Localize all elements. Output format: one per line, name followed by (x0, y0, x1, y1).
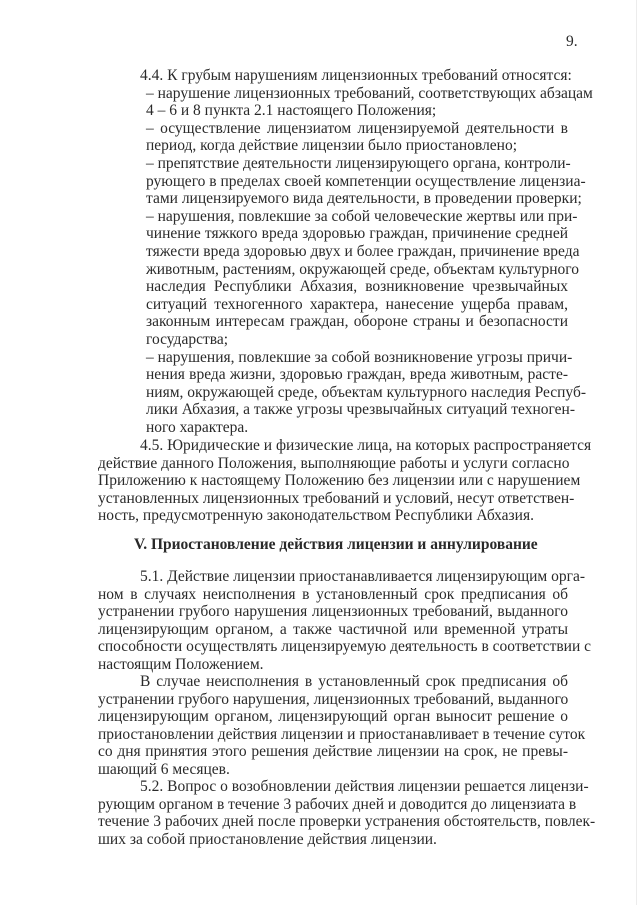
clause-5-1-line: способности осуществлять лицензируемую деятельность в соответствии с (98, 638, 592, 656)
clause-4-4-line: 4 – 6 и 8 пункта 2.1 настоящего Положения; (146, 102, 437, 120)
clause-4-4-line: тяжести вреда здоровью двух и более граждан, причинение вреда (146, 243, 580, 260)
clause-5-2-line: ших за собой приостановление действия лицензии. (98, 830, 437, 848)
clause-5-1-paragraph-line: шающий 6 месяцев. (98, 761, 230, 778)
clause-4-4-line: наследия Республики Абхазия, возникновение чрезвычайных (146, 278, 568, 296)
page-number: 9. (566, 33, 578, 50)
clause-4-4-line: законным интересам граждан, обороне страны и безопасности (146, 313, 568, 331)
clause-5-1-line: 5.1. Действие лицензии приостанавливается лицензирующим орга- (140, 568, 586, 585)
clause-4-4-line: рующего в пределах своей компетенции осуществление лицензиа- (146, 172, 586, 190)
clause-4-5-line: 4.5. Юридические и физические лица, на которых распространяется (140, 437, 592, 454)
clause-4-4-line: нения вреда жизни, здоровью граждан, вреда животным, расте- (146, 366, 568, 384)
clause-4-5-line: действие данного Положения, выполняющие работы и услуги согласно (98, 454, 570, 472)
clause-4-4-line: период, когда действие лицензии было приостановлено; (146, 137, 518, 155)
clause-4-4-line: 4.4. К грубым нарушениям лицензионных требований относятся: (140, 67, 572, 84)
clause-5-1-paragraph-line: лицензирующим органом, лицензирующий орган выносит решение о (98, 708, 568, 726)
clause-5-1-paragraph-line: устранении грубого нарушения, лицензионных требований, выданного (98, 690, 569, 708)
clause-4-4-line: – препятствие деятельности лицензирующего органа, контроли- (146, 155, 571, 172)
clause-5-1-paragraph-line: приостановлении действия лицензии и приостанавливает в течение суток (98, 725, 586, 743)
clause-5-2-line: 5.2. Вопрос о возобновлении действия лицензии решается лицензи- (140, 778, 589, 795)
clause-5-1-paragraph-line: В случае неисполнения в установленный срок предписания об (140, 673, 568, 690)
clause-4-4-line: ного характера. (146, 419, 249, 436)
clause-5-2-line: течение 3 рабочих дней после проверки устранения обстоятельств, повлек- (98, 813, 596, 831)
section-heading-v: V. Приостановление действия лицензии и аннулирование (134, 536, 538, 553)
clause-4-5-line: ность, предусмотренную законодательством Республики Абхазия. (98, 507, 534, 525)
clause-4-4-line: – нарушения, повлекшие за собой человеческие жертвы или при- (146, 207, 578, 225)
clause-4-4-line: государства; (146, 331, 229, 348)
clause-4-5-line: Приложению к настоящему Положению без лицензии или с нарушением (98, 472, 581, 490)
clause-5-2-line: рующим органом в течение 3 рабочих дней и доводится до лицензиата в (98, 795, 577, 813)
clause-5-1-paragraph-line: со дня принятия этого решения действие лицензии на срок, не превы- (98, 743, 568, 761)
clause-5-1-line: ном в случаях неисполнения в установленный срок предписания об (98, 585, 568, 603)
clause-4-4-line: лики Абхазия, а также угрозы чрезвычайных ситуаций техноген- (146, 401, 575, 419)
clause-5-1-line: лицензирующим органом, а также частичной или временной утраты (98, 620, 568, 638)
clause-4-4-line: ниям, окружающей среде, объектам культурного наследия Респуб- (146, 383, 587, 401)
clause-5-1-line: настоящим Положением. (98, 656, 264, 673)
page-edge (636, 0, 637, 905)
clause-4-4-line: – осуществление лицензиатом лицензируемой деятельности в (146, 119, 568, 137)
clause-4-4-line: – нарушения, повлекшие за собой возникновение угрозы причи- (146, 348, 573, 366)
clause-4-5-line: установленных лицензионных требований и условий, несут ответствен- (98, 489, 575, 507)
clause-4-4-line: тами лицензируемого вида деятельности, в проведении проверки; (146, 190, 582, 208)
clause-4-4-line: – нарушение лицензионных требований, соответствующих абзацам (146, 84, 593, 102)
clause-4-4-line: чинение тяжкого вреда здоровью граждан, причинение средней (146, 225, 568, 243)
clause-4-4-line: животным, растениям, окружающей среде, объектам культурного (146, 260, 580, 278)
clause-4-4-line: ситуаций техногенного характера, нанесение ущерба правам, (146, 295, 568, 313)
clause-5-1-line: устранении грубого нарушения лицензионных требований, выданного (98, 603, 568, 621)
